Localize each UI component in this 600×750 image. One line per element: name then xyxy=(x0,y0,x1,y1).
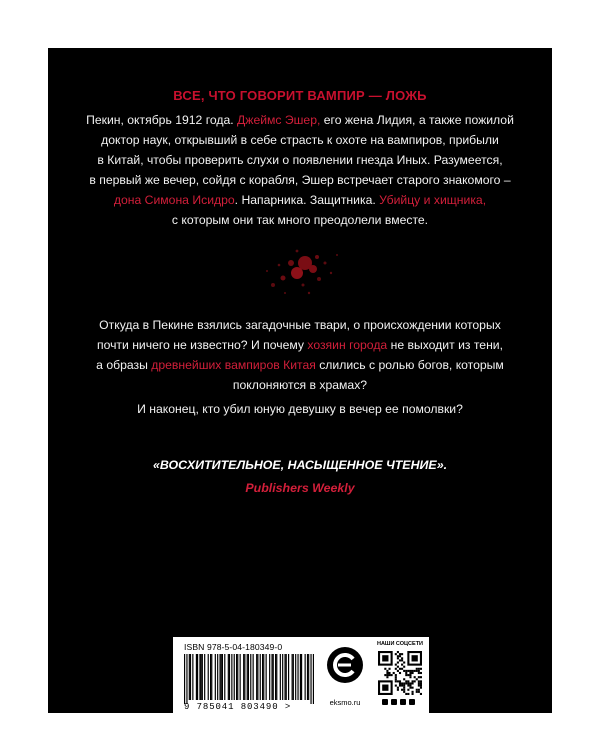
highlighted-text: дона Симона Исидро xyxy=(113,193,235,207)
text-segment: поклоняются в храмах? xyxy=(232,378,368,392)
text-segment: его жена Лидия, а также пожилой xyxy=(320,113,514,127)
barcode-icon xyxy=(184,654,314,704)
text-segment: слились с ролью богов, которым xyxy=(315,358,504,372)
text-line xyxy=(78,130,522,150)
text-segment: Пекин, октябрь 1912 года. xyxy=(86,113,238,127)
text-segment: в Китай, чтобы проверить слухи о появлении гнезда Иных. Разумеется, xyxy=(97,153,503,167)
text-line xyxy=(78,355,522,375)
text-line xyxy=(78,375,522,395)
text-segment: . Напарника. Защитника. xyxy=(234,193,380,207)
text-line xyxy=(78,210,522,230)
barcode-panel xyxy=(173,637,429,714)
text-segment: Откуда в Пекине взялись загадочные твари, о происхождении которых xyxy=(99,318,501,332)
text-segment: в первый же вечер, сойдя с корабля, Эшер встречает старого знакомого – xyxy=(89,173,511,187)
tagline: ВСЕ, ЧТО ГОВОРИТ ВАМПИР — ЛОЖЬ xyxy=(173,88,427,103)
qr-code-icon xyxy=(378,651,422,695)
text-segment: И наконец, кто убил юную девушку в вечер ее помолвки? xyxy=(137,402,463,416)
text-segment: не выходит из тени, xyxy=(387,338,504,352)
barcode-digits: 9 785041 803490 > xyxy=(184,702,292,712)
publisher-site: eksmo.ru xyxy=(329,698,361,707)
highlighted-text: Джеймс Эшер, xyxy=(237,113,321,127)
text-line xyxy=(78,190,522,210)
text-segment: почти ничего не известно? И почему xyxy=(96,338,308,352)
review-quote: «ВОСХИТИТЕЛЬНОЕ, НАСЫЩЕННОЕ ЧТЕНИЕ». xyxy=(152,458,448,472)
synopsis-paragraph-2 xyxy=(78,315,522,395)
highlighted-text: древнейших вампиров Китая xyxy=(151,358,316,372)
social-network-icons xyxy=(378,698,422,706)
text-line xyxy=(78,110,522,130)
eksmo-logo-icon xyxy=(325,645,365,685)
isbn-label: ISBN 978-5-04-180349-0 xyxy=(184,642,283,652)
synopsis-paragraph-1 xyxy=(78,110,522,230)
text-line xyxy=(78,315,522,335)
highlighted-text: Убийцу и хищника, xyxy=(379,193,487,207)
text-line xyxy=(78,335,522,355)
text-segment: а образы xyxy=(96,358,152,372)
text-segment: доктор наук, открывший в себе страсть к охоте на вампиров, прибыли xyxy=(101,133,499,147)
review-source: Publishers Weekly xyxy=(245,481,355,495)
text-segment: с которым они так много преодолели вместе. xyxy=(171,213,429,227)
synopsis-paragraph-3 xyxy=(78,399,522,419)
text-line xyxy=(78,399,522,419)
highlighted-text: хозяин города xyxy=(307,338,388,352)
text-line xyxy=(78,150,522,170)
back-cover xyxy=(48,48,552,713)
text-line xyxy=(78,170,522,190)
blood-splatter-icon xyxy=(253,233,353,303)
social-label: НАШИ СОЦСЕТИ xyxy=(376,641,424,647)
